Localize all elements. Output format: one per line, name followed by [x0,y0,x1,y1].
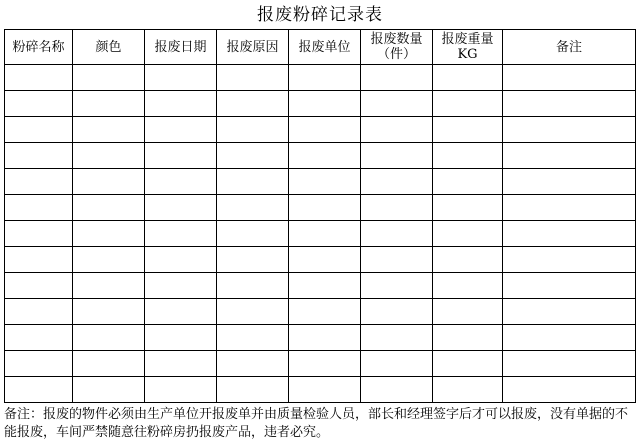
table-cell[interactable] [433,143,503,169]
table-cell[interactable] [145,351,217,377]
column-header-unit: （件） [376,47,416,62]
table-cell[interactable] [503,351,636,377]
table-cell[interactable] [5,169,73,195]
table-cell[interactable] [145,117,217,143]
table-cell[interactable] [503,299,636,325]
table-row [5,247,636,273]
table-cell[interactable] [145,221,217,247]
column-header-label: 报废单位 [298,39,351,55]
table-cell[interactable] [5,91,73,117]
table-cell[interactable] [361,351,433,377]
column-header-color [73,30,145,65]
table-cell[interactable] [145,143,217,169]
table-cell[interactable] [5,325,73,351]
table-cell[interactable] [73,247,145,273]
column-header-label: 报废数量 [370,32,423,47]
table-cell[interactable] [433,65,503,91]
table-cell[interactable] [73,169,145,195]
table-cell[interactable] [361,299,433,325]
table-cell[interactable] [361,325,433,351]
table-cell[interactable] [73,65,145,91]
table-cell[interactable] [503,247,636,273]
table-cell[interactable] [289,195,361,221]
table-row [5,351,636,377]
table-cell[interactable] [145,169,217,195]
table-cell[interactable] [5,377,73,403]
table-cell[interactable] [5,299,73,325]
table-cell[interactable] [361,247,433,273]
table-cell[interactable] [217,377,289,403]
column-header-label: 备注 [555,39,582,55]
table-cell[interactable] [361,273,433,299]
table-cell[interactable] [145,325,217,351]
table-cell[interactable] [73,91,145,117]
table-row [5,65,636,91]
table-cell[interactable] [73,273,145,299]
table-cell[interactable] [289,273,361,299]
table-cell[interactable] [503,169,636,195]
table-row [5,325,636,351]
table-cell[interactable] [503,143,636,169]
table-cell[interactable] [361,169,433,195]
table-cell[interactable] [217,351,289,377]
table-cell[interactable] [5,195,73,221]
column-header-scrap-weight [433,30,503,65]
table-cell[interactable] [433,273,503,299]
table-cell[interactable] [289,91,361,117]
table-cell[interactable] [361,91,433,117]
table-cell[interactable] [73,377,145,403]
table-cell[interactable] [73,117,145,143]
table-row [5,221,636,247]
table-cell[interactable] [289,247,361,273]
column-header-scrap-date [145,30,217,65]
column-header-label: 报废原因 [226,39,279,55]
table-cell[interactable] [503,325,636,351]
column-header-label: 报废日期 [154,39,207,55]
column-header-unit: KG [457,47,478,62]
table-cell[interactable] [73,299,145,325]
table-cell[interactable] [433,325,503,351]
table-cell[interactable] [433,221,503,247]
table-cell[interactable] [217,325,289,351]
table-cell[interactable] [217,91,289,117]
table-cell[interactable] [73,221,145,247]
column-header-label: 报废重量 [441,32,494,47]
table-cell[interactable] [361,65,433,91]
column-header-label: 粉碎名称 [12,39,65,55]
column-header-shred-name [5,30,73,65]
table-row [5,299,636,325]
table-cell[interactable] [433,117,503,143]
column-header-scrap-quantity [361,30,433,65]
table-cell[interactable] [433,169,503,195]
table-cell[interactable] [289,143,361,169]
column-header-scrap-reason [217,30,289,65]
table-row [5,195,636,221]
table-cell[interactable] [5,273,73,299]
table-row [5,273,636,299]
table-cell[interactable] [289,221,361,247]
table-cell[interactable] [503,65,636,91]
table-cell[interactable] [73,143,145,169]
scrap-record-table [4,29,636,403]
table-cell[interactable] [217,247,289,273]
table-cell[interactable] [5,247,73,273]
table-row [5,169,636,195]
table-cell[interactable] [5,143,73,169]
table-cell[interactable] [289,299,361,325]
table-cell[interactable] [289,65,361,91]
column-header-scrap-unit [289,30,361,65]
table-row [5,117,636,143]
table-cell[interactable] [289,377,361,403]
table-header-row [5,30,636,65]
table-row [5,377,636,403]
table-cell[interactable] [433,247,503,273]
table-cell[interactable] [433,351,503,377]
table-row [5,143,636,169]
table-cell[interactable] [289,351,361,377]
table-cell[interactable] [361,117,433,143]
table-row [5,91,636,117]
table-cell[interactable] [217,221,289,247]
table-cell[interactable] [217,299,289,325]
table-cell[interactable] [503,91,636,117]
table-cell[interactable] [217,169,289,195]
column-header-label: 颜色 [95,39,122,55]
footer-note: 备注：报废的物件必须由生产单位开报废单并由质量检验人员，部长和经理签字后才可以报废，没有单据的不能报废，车间严禁随意往粉碎房扔报废产品，违者必究。 [4,407,629,440]
table-cell[interactable] [145,273,217,299]
table-cell[interactable] [217,273,289,299]
table-cell[interactable] [289,325,361,351]
table-cell[interactable] [145,65,217,91]
table-cell[interactable] [433,195,503,221]
table-cell[interactable] [361,195,433,221]
table-cell[interactable] [145,247,217,273]
table-cell[interactable] [5,65,73,91]
table-cell[interactable] [503,117,636,143]
table-cell[interactable] [217,117,289,143]
column-header-remarks [503,30,636,65]
table-cell[interactable] [73,195,145,221]
table-cell[interactable] [73,351,145,377]
table-cell[interactable] [289,169,361,195]
table-cell[interactable] [433,299,503,325]
table-cell[interactable] [503,221,636,247]
table-cell[interactable] [503,273,636,299]
table-cell[interactable] [361,221,433,247]
page-title: 报废粉碎记录表 [257,5,383,25]
table-cell[interactable] [145,91,217,117]
table-cell[interactable] [145,299,217,325]
table-cell[interactable] [361,377,433,403]
table-cell[interactable] [433,91,503,117]
table-cell[interactable] [5,117,73,143]
table-cell[interactable] [5,221,73,247]
table-cell[interactable] [5,351,73,377]
table-cell[interactable] [145,195,217,221]
table-cell[interactable] [145,377,217,403]
table-cell[interactable] [217,143,289,169]
table-cell[interactable] [217,65,289,91]
table-cell[interactable] [289,117,361,143]
table-cell[interactable] [433,377,503,403]
table-cell[interactable] [503,195,636,221]
table-cell[interactable] [503,377,636,403]
table-cell[interactable] [73,325,145,351]
table-cell[interactable] [361,143,433,169]
table-cell[interactable] [217,195,289,221]
